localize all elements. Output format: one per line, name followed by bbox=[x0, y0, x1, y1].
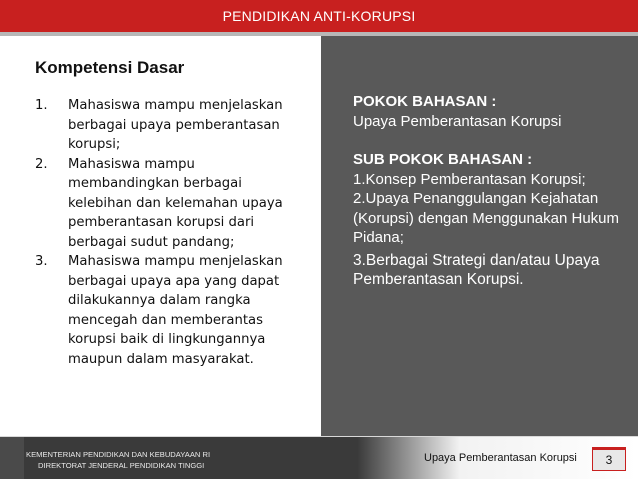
competence-item-number: 2. bbox=[35, 156, 48, 172]
main-topic: Upaya Pemberantasan Korupsi bbox=[353, 112, 562, 130]
sub-topic-1: 1.Konsep Pemberantasan Korupsi; bbox=[353, 170, 586, 188]
footer-topic: Upaya Pemberantasan Korupsi bbox=[424, 452, 577, 464]
competence-item-text: Mahasiswa mampu menjelaskan berbagai upaya apa yang dapat dilakukannya dalam rangka mencegah dan memberantas korupsi baik di lingkungannya maupun dalam masyarakat. bbox=[68, 254, 283, 367]
footer-organization bbox=[26, 449, 210, 471]
main-topic-heading: POKOK BAHASAN : bbox=[353, 93, 497, 110]
footer-org-line2: DIREKTORAT JENDERAL PENDIDIKAN TINGGI bbox=[38, 461, 205, 470]
sub-topic-heading: SUB POKOK BAHASAN : bbox=[353, 151, 533, 168]
header-title: PENDIDIKAN ANTI-KORUPSI bbox=[222, 8, 416, 24]
sub-topic-2: 2.Upaya Penanggulangan Kejahatan (Korupsi) dengan Menggunakan Hukum Pidana; bbox=[353, 190, 619, 246]
competence-item bbox=[35, 252, 305, 369]
competence-item-number: 1. bbox=[35, 98, 48, 113]
competence-title: Kompetensi Dasar bbox=[35, 58, 185, 77]
competence-item-text: Mahasiswa mampu menjelaskan berbagai upaya pemberantasan korupsi; bbox=[68, 98, 283, 152]
competence-item bbox=[35, 96, 305, 155]
page-number: 3 bbox=[592, 447, 626, 471]
footer-org-line1: KEMENTERIAN PENDIDIKAN DAN KEBUDAYAAN RI bbox=[26, 450, 211, 459]
ministry-logo bbox=[0, 437, 24, 479]
topics-block bbox=[353, 92, 633, 290]
spacer bbox=[353, 131, 633, 150]
competence-item-number: 3. bbox=[35, 254, 48, 269]
sub-topic-3: 3.Berbagai Strategi dan/atau Upaya Pemberantasan Korupsi. bbox=[353, 251, 600, 288]
header-bar bbox=[0, 0, 638, 32]
competence-list bbox=[35, 96, 305, 369]
competence-item bbox=[35, 155, 305, 253]
competence-item-text: Mahasiswa mampu membandingkan berbagai kelebihan dan kelemahan upaya pemberantasan korupsi dari berbagai sudut pandang; bbox=[68, 156, 283, 250]
